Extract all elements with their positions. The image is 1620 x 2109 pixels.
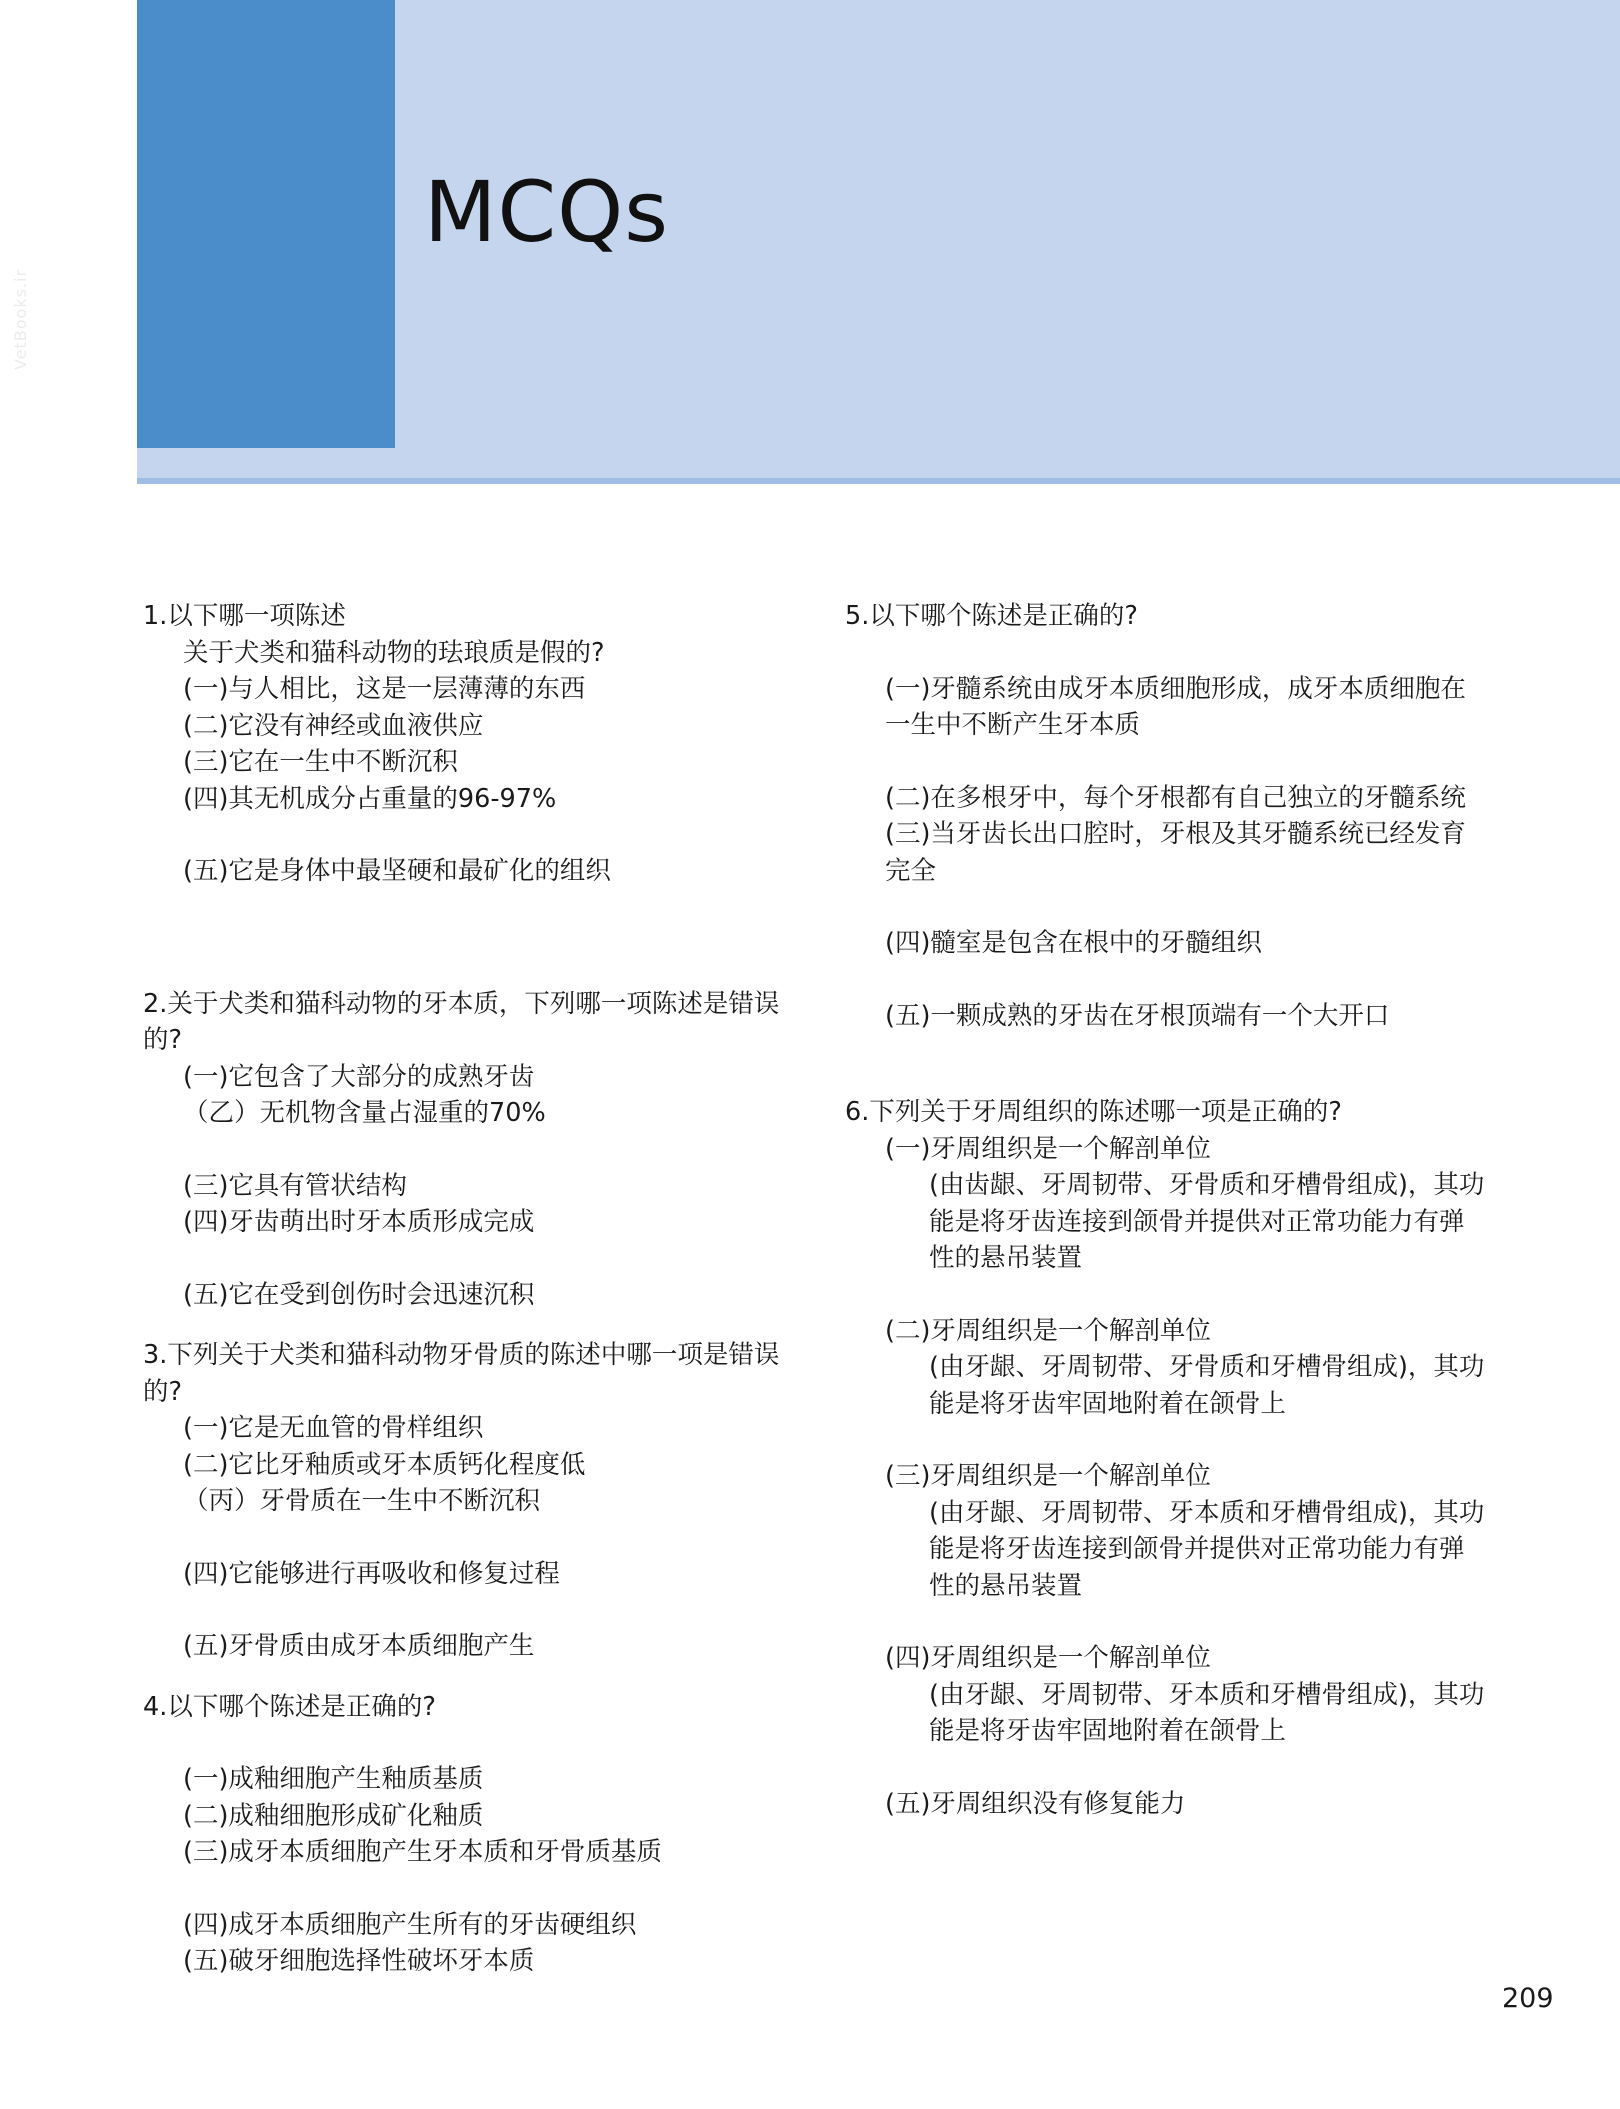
question-stem: 1.以下哪一项陈述 [143, 601, 346, 631]
option-c [845, 1458, 1485, 1604]
option-label: (三)牙周组织是一个解剖单位 [885, 1461, 1211, 1491]
option-detail: (由牙龈、牙周韧带、牙骨质和牙槽骨组成)，其功能是将牙齿牢固地附着在颌骨上 [929, 1352, 1485, 1419]
option-label: (五)牙周组织没有修复能力 [885, 1788, 1186, 1819]
option-label: (二)牙周组织是一个解剖单位 [885, 1315, 1211, 1346]
question-5 [845, 598, 1485, 1034]
option-b: (二)它没有神经或血液供应 [183, 710, 484, 741]
option-b: (二)在多根牙中，每个牙根都有自己独立的牙髓系统 [885, 782, 1466, 813]
option-b: （乙）无机物含量占湿重的70% [183, 1098, 546, 1128]
option-d: (四)牙齿萌出时牙本质形成完成 [183, 1207, 535, 1237]
option-a: (一)与人相比，这是一层薄薄的东西 [183, 674, 586, 704]
question-stem: 6.下列关于牙周组织的陈述哪一项是正确的? [845, 1097, 1342, 1127]
option-d: (四)成牙本质细胞产生所有的牙齿硬组织 [183, 1909, 637, 1940]
option-label: (四)牙周组织是一个解剖单位 [885, 1643, 1211, 1673]
header-accent-block [137, 0, 395, 448]
option-e: (五)破牙细胞选择性破坏牙本质 [183, 1946, 535, 1976]
question-6 [845, 1094, 1485, 1822]
option-d: (四)髓室是包含在根中的牙髓组织 [885, 928, 1262, 958]
option-c: (三)成牙本质细胞产生牙本质和牙骨质基质 [183, 1837, 662, 1867]
question-stem: 4.以下哪个陈述是正确的? [143, 1691, 436, 1722]
option-e: (五)它在受到创伤时会迅速沉积 [183, 1279, 535, 1310]
option-label: (一)牙周组织是一个解剖单位 [885, 1133, 1211, 1164]
option-d [845, 1640, 1485, 1750]
question-4 [143, 1689, 783, 1980]
left-column [143, 598, 783, 2004]
option-detail: (由牙龈、牙周韧带、牙本质和牙槽骨组成)，其功能是将牙齿牢固地附着在颌骨上 [929, 1679, 1485, 1746]
option-a [845, 1131, 1485, 1277]
question-1 [143, 598, 783, 890]
question-stem: 3.下列关于犬类和猫科动物牙骨质的陈述中哪一项是错误的? [143, 1340, 780, 1407]
option-e: (五)牙骨质由成牙本质细胞产生 [183, 1631, 535, 1661]
question-2 [143, 986, 783, 1314]
option-d: (四)它能够进行再吸收和修复过程 [183, 1558, 560, 1589]
question-stem-continued: 关于犬类和猫科动物的珐琅质是假的? [183, 637, 605, 668]
page-number: 209 [1502, 1983, 1554, 2014]
option-detail: (由牙龈、牙周韧带、牙本质和牙槽骨组成)，其功能是将牙齿连接到颌骨并提供对正常功能力有弹性的悬吊装置 [929, 1497, 1485, 1601]
option-d: (四)其无机成分占重量的96-97% [183, 783, 557, 814]
option-b: (二)成釉细胞形成矿化釉质 [183, 1800, 484, 1831]
question-stem: 5.以下哪个陈述是正确的? [845, 601, 1138, 631]
option-c: (三)它具有管状结构 [183, 1170, 407, 1201]
option-e: (五)一颗成熟的牙齿在牙根顶端有一个大开口 [885, 1000, 1390, 1031]
option-a: (一)它包含了大部分的成熟牙齿 [183, 1061, 535, 1092]
option-e [845, 1786, 1485, 1823]
option-b: (二)它比牙釉质或牙本质钙化程度低 [183, 1449, 586, 1480]
option-b [845, 1313, 1485, 1423]
right-column [845, 598, 1485, 1846]
question-stem: 2.关于犬类和猫科动物的牙本质，下列哪一项陈述是错误的? [143, 988, 780, 1055]
option-c: (三)它在一生中不断沉积 [183, 747, 458, 777]
option-e: (五)它是身体中最坚硬和最矿化的组织 [183, 856, 611, 886]
option-a: (一)它是无血管的骨样组织 [183, 1413, 484, 1443]
chapter-title: MCQs [424, 163, 670, 261]
option-c: (三)当牙齿长出口腔时，牙根及其牙髓系统已经发育完全 [885, 819, 1466, 886]
option-a: (一)牙髓系统由成牙本质细胞形成，成牙本质细胞在一生中不断产生牙本质 [885, 673, 1466, 740]
question-3 [143, 1337, 783, 1665]
header-divider [137, 478, 1620, 484]
option-detail: (由齿龈、牙周韧带、牙骨质和牙槽骨组成)，其功能是将牙齿连接到颌骨并提供对正常功能力有弹性的悬吊装置 [929, 1170, 1485, 1273]
option-c: （丙）牙骨质在一生中不断沉积 [183, 1486, 541, 1516]
watermark: VetBooks.ir [11, 268, 31, 371]
option-a: (一)成釉细胞产生釉质基质 [183, 1764, 484, 1794]
